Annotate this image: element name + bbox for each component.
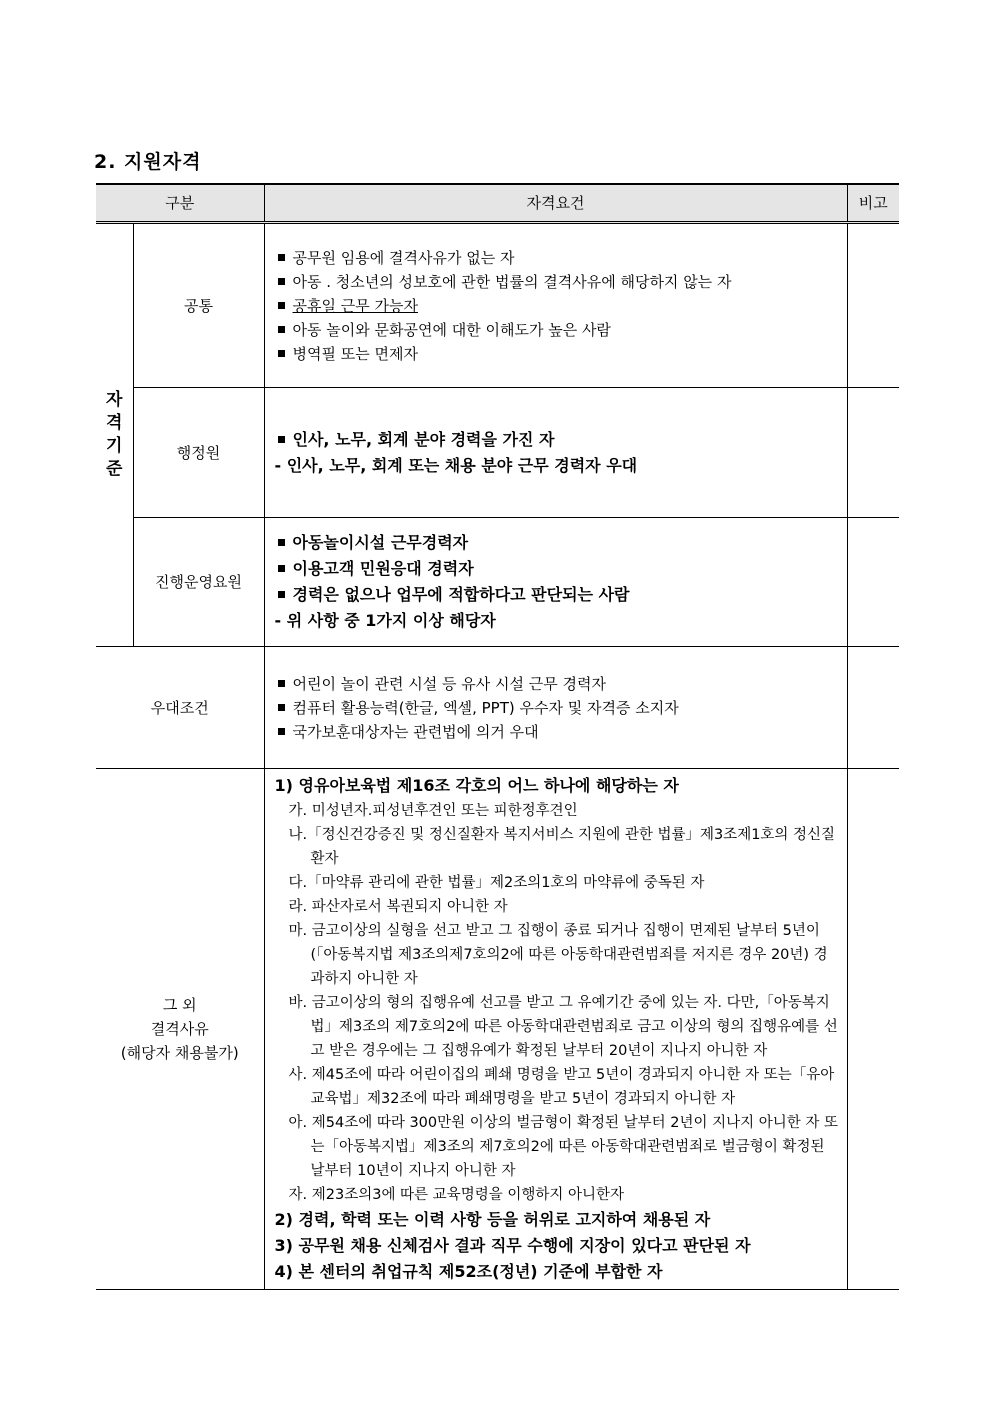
header-requirements: 자격요건 (264, 184, 847, 223)
remarks-cell (847, 223, 899, 388)
list-item: 경력은 없으나 업무에 적합하다고 판단되는 사람 (275, 582, 839, 608)
qualification-group-label (96, 223, 133, 647)
list-item: 아동 놀이와 문화공연에 대한 이해도가 높은 사람 (275, 318, 839, 342)
list-item: 병역필 또는 면제자 (275, 342, 839, 366)
row-label-common: 공통 (133, 223, 264, 388)
vertical-char: 자 (106, 390, 123, 410)
sub-item: 가. 미성년자.피성년후견인 또는 피한정후견인 (288, 803, 578, 819)
header-category: 구분 (96, 184, 264, 223)
section-title: 2. 지원자격 (94, 151, 202, 173)
bullet-square-icon (278, 728, 285, 735)
list-item: 공휴일 근무 가능자 (275, 294, 839, 318)
vertical-char: 격 (106, 413, 123, 433)
bullet-square-icon (278, 326, 285, 333)
list-item: 컴퓨터 활용능력(한글, 엑셀, PPT) 우수자 및 자격증 소지자 (275, 696, 839, 720)
admin-requirements (264, 388, 847, 518)
remarks-cell (847, 518, 899, 647)
sub-item: 라. 파산자로서 복권되지 아니한 자 (288, 899, 508, 915)
sub-item: 마. 금고이상의 실형을 선고 받고 그 집행이 종료 되거나 집행이 면제된 날부터 5년이(「아동복지법 제3조의제7호의2에 따른 아동학대관련범죄를 저지른 경우 20년) 경과하지 아니한 자 (288, 923, 828, 987)
bullet-square-icon (278, 302, 285, 309)
remarks-cell (847, 647, 899, 769)
bullet-square-icon (278, 436, 285, 443)
list-item: 국가보훈대상자는 관련법에 의거 우대 (275, 720, 839, 744)
vertical-char: 기 (106, 436, 123, 456)
list-item: 인사, 노무, 회계 분야 경력을 가진 자 (275, 427, 839, 453)
row-label-disqualification: 그 외 결격사유 (해당자 채용불가) (96, 769, 264, 1290)
bullet-square-icon (278, 591, 285, 598)
sub-item: 바. 금고이상의 형의 집행유예 선고를 받고 그 유예기간 중에 있는 자. 다만,「아동복지법」제3조의 제7호의2에 따른 아동학대관련범죄로 금고 이상의 형의 집행유예를 선고 받은 경우에는 그 집행유예가 확정된 날부터 20년이 지나지 아니한 자 (288, 995, 838, 1059)
list-item: 공무원 임용에 결격사유가 없는 자 (275, 246, 839, 270)
disqualification-item-2: 2) 경력, 학력 또는 이력 사항 등을 허위로 고지하여 채용된 자 (274, 1210, 711, 1229)
operations-requirements (264, 518, 847, 647)
operations-note: - 위 사항 중 1가지 이상 해당자 (274, 611, 496, 630)
remarks-cell (847, 769, 899, 1290)
header-remarks: 비고 (847, 184, 899, 223)
disqualification-item-1: 1) 영유아보육법 제16조 각호의 어느 하나에 해당하는 자 (274, 776, 679, 795)
remarks-cell (847, 388, 899, 518)
bullet-square-icon (278, 565, 285, 572)
disqualification-requirements (264, 769, 847, 1290)
row-label-admin: 행정원 (133, 388, 264, 518)
disqualification-item-3: 3) 공무원 채용 신체검사 결과 직무 수행에 지장이 있다고 판단된 자 (274, 1236, 751, 1255)
list-item: 아동 . 청소년의 성보호에 관한 법률의 결격사유에 해당하지 않는 자 (275, 270, 839, 294)
bullet-square-icon (278, 350, 285, 357)
bullet-square-icon (278, 704, 285, 711)
sub-item: 나.「정신건강증진 및 정신질환자 복지서비스 지원에 관한 법률」제3조제1호의 정신질환자 (288, 827, 836, 867)
sub-item: 아. 제54조에 따라 300만원 이상의 벌금형이 확정된 날부터 2년이 지나지 아니한 자 또는「아동복지법」제3조의 제7호의2에 따른 아동학대관련범죄로 벌금형이 확정된 날부터 10년이 지나지 아니한 자 (288, 1115, 839, 1179)
bullet-square-icon (278, 680, 285, 687)
vertical-char: 준 (106, 459, 123, 479)
admin-note: - 인사, 노무, 회계 또는 채용 분야 근무 경력자 우대 (274, 455, 638, 475)
list-item: 어린이 놀이 관련 시설 등 유사 시설 근무 경력자 (275, 672, 839, 696)
qualification-group-text (96, 389, 133, 481)
sub-item: 사. 제45조에 따라 어린이집의 폐쇄 명령을 받고 5년이 경과되지 아니한 자 또는「유아교육법」제32조에 따라 폐쇄명령을 받고 5년이 경과되지 아니한 자 (288, 1067, 835, 1107)
list-item: 이용고객 민원응대 경력자 (275, 556, 839, 582)
preference-requirements (264, 647, 847, 769)
bullet-square-icon (278, 278, 285, 285)
disqualification-item-4: 4) 본 센터의 취업규칙 제52조(정년) 기준에 부합한 자 (274, 1262, 663, 1281)
sub-item: 자. 제23조의3에 따른 교육명령을 이행하지 아니한자 (288, 1187, 624, 1203)
row-label-operations: 진행운영요원 (133, 518, 264, 647)
list-item: 아동놀이시설 근무경력자 (275, 530, 839, 556)
bullet-square-icon (278, 539, 285, 546)
sub-item: 다.「마약류 관리에 관한 법률」제2조의1호의 마약류에 중독된 자 (288, 875, 705, 891)
qualification-table (96, 183, 899, 1290)
common-requirements (264, 223, 847, 388)
bullet-square-icon (278, 254, 285, 261)
row-label-preference: 우대조건 (96, 647, 264, 769)
